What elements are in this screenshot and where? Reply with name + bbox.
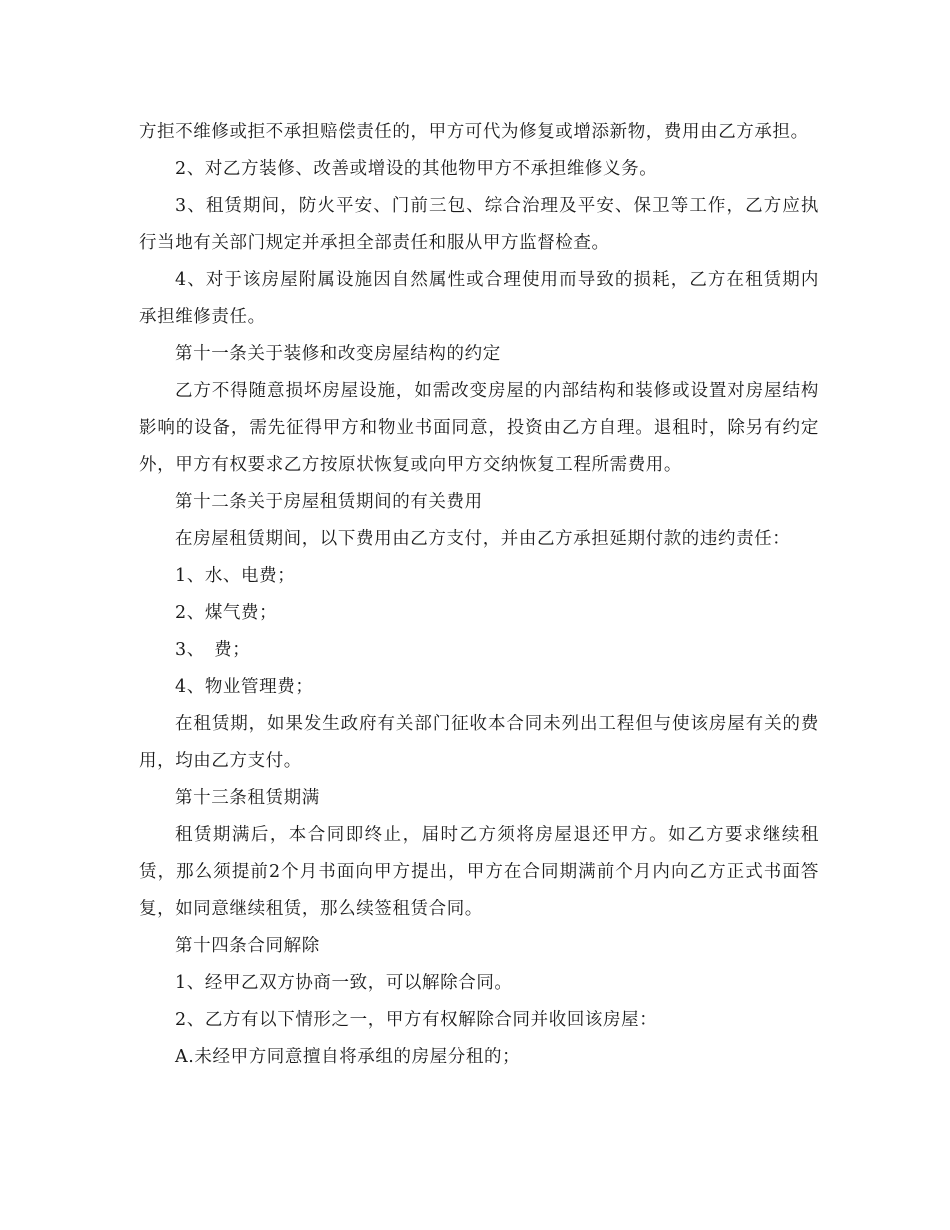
paragraph-1: 方拒不维修或拒不承担赔偿责任的，甲方可代为修复或增添新物，费用由乙方承担。 <box>139 122 809 142</box>
section-heading-12: 第十二条关于房屋租赁期间的有关费用 <box>175 492 483 512</box>
document-body <box>139 114 819 1076</box>
paragraph-2: 2、对乙方装修、改善或增设的其他物甲方不承担维修义务。 <box>175 159 658 179</box>
list-item-2: 2、煤气费； <box>175 603 278 623</box>
list-item-4: 4、物业管理费； <box>175 677 314 697</box>
section-heading-11: 第十一条关于装修和改变房屋结构的约定 <box>175 344 501 364</box>
list-item-3: 3、 费； <box>175 640 251 660</box>
section-heading-14: 第十四条合同解除 <box>175 936 320 956</box>
paragraph-17: 1、经甲乙双方协商一致，可以解除合同。 <box>175 973 513 993</box>
paragraph-4: 4、对于该房屋附属设施因自然属性或合理使用而导致的损耗，乙方在租赁期内承担维修责任。 <box>139 270 819 327</box>
paragraph-8: 在房屋租赁期间，以下费用由乙方支付，并由乙方承担延期付款的违约责任： <box>175 529 791 549</box>
paragraph-6: 乙方不得随意损坏房屋设施，如需改变房屋的内部结构和装修或设置对房屋结构影响的设备，需先征得甲方和物业书面同意，投资由乙方自理。退租时，除另有约定外，甲方有权要求乙方按原状恢复或向甲方交纳恢复工程所需费用。 <box>139 381 819 475</box>
paragraph-13: 在租赁期，如果发生政府有关部门征收本合同未列出工程但与使该房屋有关的费用，均由乙方支付。 <box>139 714 819 771</box>
paragraph-18: 2、乙方有以下情形之一，甲方有权解除合同并收回该房屋： <box>175 1010 658 1030</box>
paragraph-19: A.未经甲方同意擅自将承组的房屋分租的； <box>175 1047 521 1067</box>
paragraph-15: 租赁期满后，本合同即终止，届时乙方须将房屋退还甲方。如乙方要求继续租赁，那么须提前2个月书面向甲方提出，甲方在合同期满前个月内向乙方正式书面答复，如同意继续租赁，那么续签租赁合同。 <box>139 825 819 919</box>
list-item-1: 1、水、电费； <box>175 566 296 586</box>
paragraph-3: 3、租赁期间，防火平安、门前三包、综合治理及平安、保卫等工作，乙方应执行当地有关部门规定并承担全部责任和服从甲方监督检查。 <box>139 196 819 253</box>
section-heading-13: 第十三条租赁期满 <box>175 788 320 808</box>
